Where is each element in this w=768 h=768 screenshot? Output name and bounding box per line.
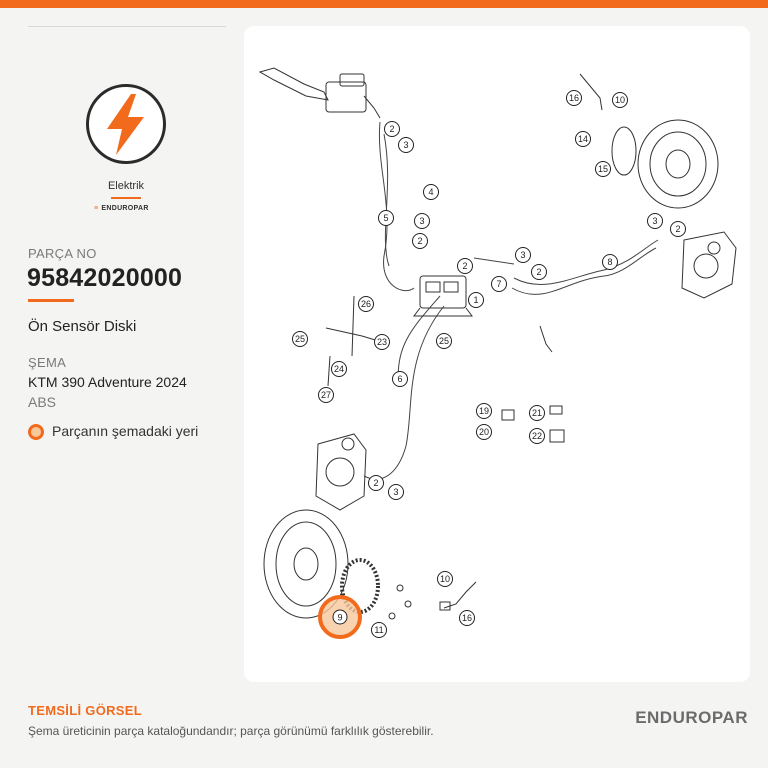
- category-label: Elektrik: [107, 180, 145, 192]
- callout-number: 2: [536, 267, 542, 278]
- part-number-underline: [28, 299, 74, 302]
- callout-2: [671, 222, 686, 237]
- lightning-bolt-icon: [89, 87, 163, 161]
- callout-25: [437, 334, 452, 349]
- callout-22: [530, 429, 545, 444]
- top-accent-bar: [0, 0, 768, 8]
- footer-brand: ENDUROPAR: [635, 708, 748, 727]
- highlight-legend-icon: [28, 424, 44, 440]
- callout-number: 2: [417, 236, 423, 247]
- callout-number: 5: [383, 213, 389, 224]
- footer-disclaimer: Şema üreticinin parça kataloğundandır; parça görünümü farklılık gösterebilir.: [28, 724, 434, 738]
- callout-8: [603, 255, 618, 270]
- callout-number: 3: [520, 250, 526, 261]
- callout-number: 3: [403, 140, 409, 151]
- parts-diagram: [244, 26, 750, 682]
- callout-2: [413, 234, 428, 249]
- callout-26: [359, 297, 374, 312]
- footer-title: TEMSİLİ GÖRSEL: [28, 703, 142, 718]
- callout-16: [460, 611, 475, 626]
- callout-3: [648, 214, 663, 229]
- schema-model: KTM 390 Adventure 2024: [28, 374, 187, 390]
- callout-number: 25: [294, 334, 306, 345]
- callout-number: 3: [393, 487, 399, 498]
- callout-19: [477, 404, 492, 419]
- callout-number: 25: [438, 336, 450, 347]
- callout-23: [375, 335, 390, 350]
- callout-2: [385, 122, 400, 137]
- callout-number: 2: [675, 224, 681, 235]
- callout-6: [393, 372, 408, 387]
- callout-number: 2: [373, 478, 379, 489]
- callout-3: [415, 214, 430, 229]
- brand-name-small: ENDUROPAR: [101, 205, 149, 212]
- abs-unit-drawing: [414, 276, 472, 316]
- callout-16: [567, 91, 582, 106]
- schema-subtitle: ABS: [28, 394, 57, 410]
- highlight-legend-text: Parçanın şemadaki yeri: [52, 423, 199, 439]
- callout-number: 11: [374, 625, 384, 636]
- callout-2: [532, 265, 547, 280]
- callout-10: [613, 93, 628, 108]
- callout-number: 2: [389, 124, 395, 135]
- callout-3: [399, 138, 414, 153]
- callout-1: [469, 293, 484, 308]
- callout-number: 16: [568, 93, 580, 104]
- callout-number: 24: [333, 364, 345, 375]
- schema-label: ŞEMA: [28, 355, 67, 370]
- right-caliper-drawing: [682, 232, 736, 298]
- callout-14: [576, 132, 591, 147]
- callout-number: 22: [531, 431, 543, 442]
- right-brake-disc-drawing: [638, 120, 718, 208]
- callout-25: [293, 332, 308, 347]
- callout-number: 16: [461, 613, 473, 624]
- callout-number: 1: [473, 295, 479, 306]
- callout-number: 23: [376, 337, 388, 348]
- callout-7: [492, 277, 507, 292]
- callout-number: 26: [360, 299, 372, 310]
- exploded-parts-drawing: [244, 26, 750, 682]
- callout-number: 4: [428, 187, 434, 198]
- callout-15: [596, 162, 611, 177]
- part-number-label: PARÇA NO: [28, 246, 97, 261]
- brand-mark-icon: ≡: [94, 205, 99, 212]
- callout-21: [530, 406, 545, 421]
- category-badge: [86, 84, 166, 164]
- callout-group: [293, 91, 686, 638]
- callout-number: 14: [577, 134, 589, 145]
- callout-number: 10: [614, 95, 626, 106]
- callout-24: [332, 362, 347, 377]
- brand-logo-small: [94, 205, 149, 212]
- callout-2: [369, 476, 384, 491]
- callout-number: 15: [597, 164, 609, 175]
- callout-2: [458, 259, 473, 274]
- callout-27: [319, 388, 334, 403]
- callout-number: 3: [652, 216, 658, 227]
- top-divider: [28, 26, 226, 27]
- callout-4: [424, 185, 439, 200]
- callout-number: 6: [397, 374, 403, 385]
- left-caliper-drawing: [316, 434, 366, 510]
- callout-20: [477, 425, 492, 440]
- highlighted-part-marker: [320, 597, 360, 637]
- callout-number: 20: [478, 427, 490, 438]
- callout-number: 8: [607, 257, 613, 268]
- callout-number: 27: [320, 390, 332, 401]
- category-underline: [111, 197, 141, 199]
- part-name: Ön Sensör Diski: [28, 318, 137, 335]
- part-number: 95842020000: [27, 264, 183, 292]
- callout-number: 2: [462, 261, 468, 272]
- callout-number: 7: [496, 279, 502, 290]
- callout-3: [516, 248, 531, 263]
- callout-number: 3: [419, 216, 425, 227]
- callout-5: [379, 211, 394, 226]
- brake-lever-drawing: [260, 68, 380, 118]
- callout-number: 21: [531, 408, 543, 419]
- callout-number: 19: [478, 406, 490, 417]
- callout-3: [389, 485, 404, 500]
- highlighted-callout-number: 9: [337, 612, 343, 623]
- callout-10: [438, 572, 453, 587]
- callout-number: 10: [439, 574, 451, 585]
- callout-11: [372, 623, 387, 638]
